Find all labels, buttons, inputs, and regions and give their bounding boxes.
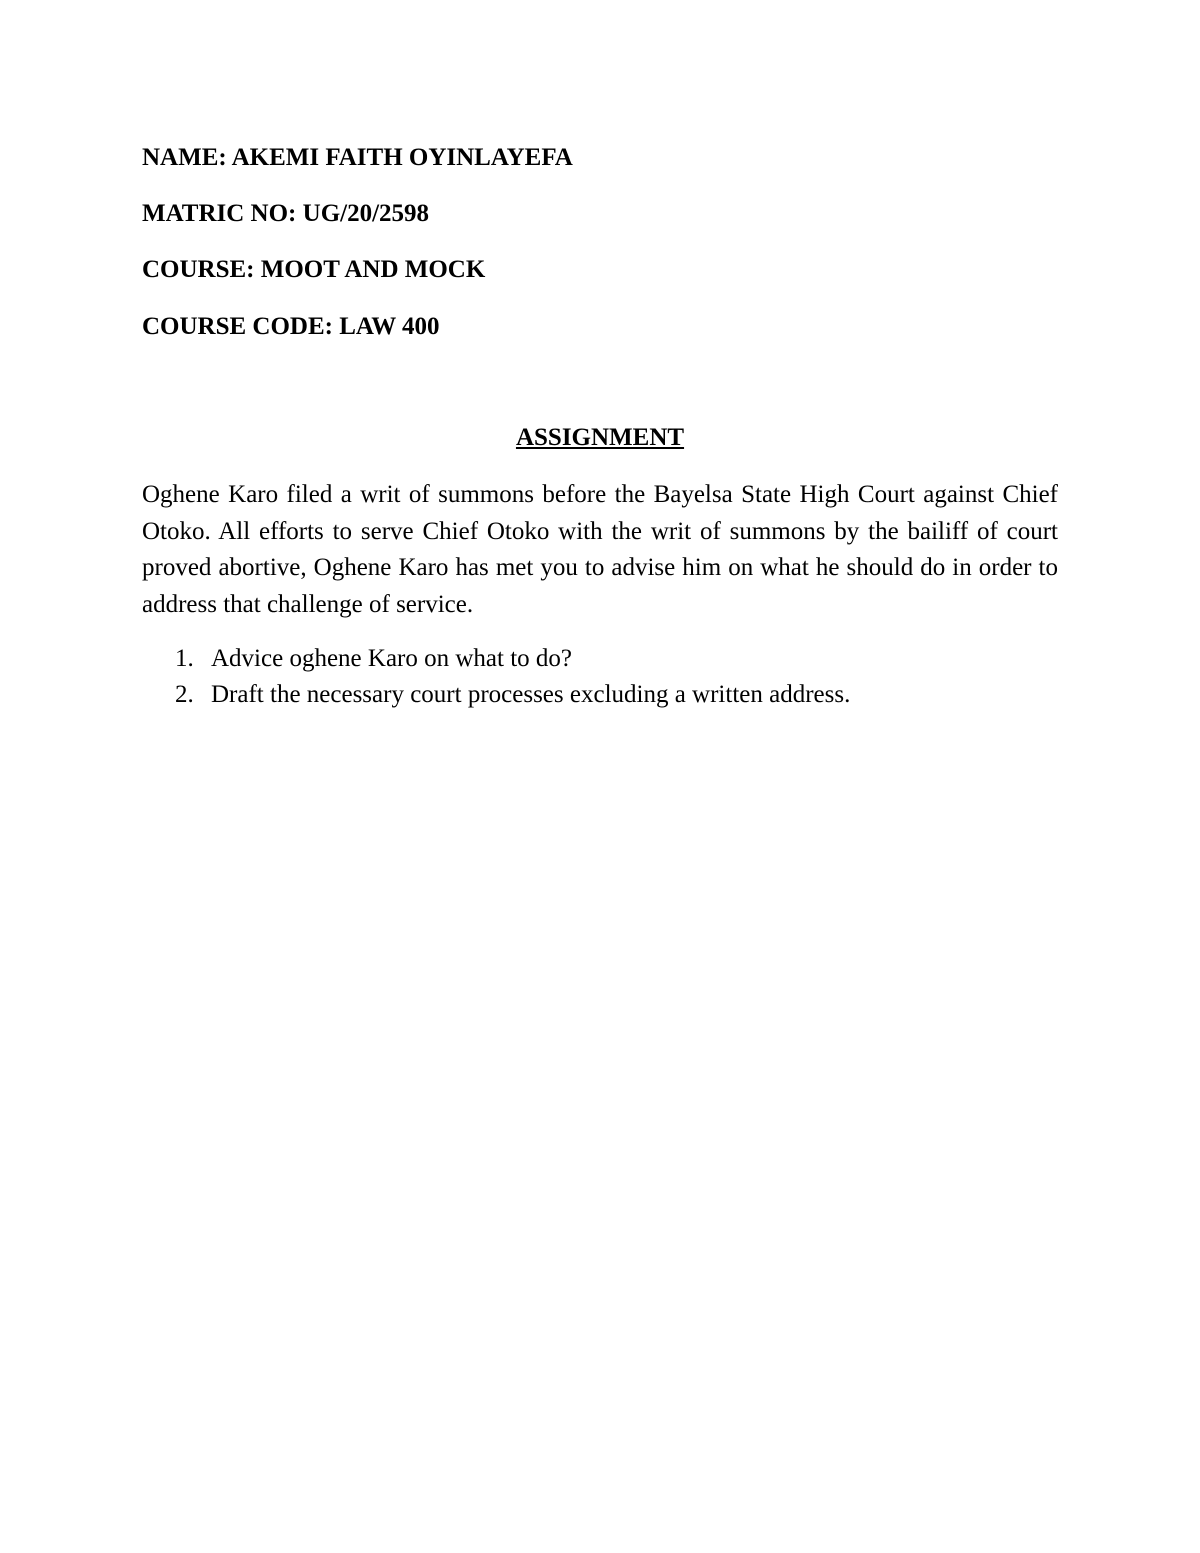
matric-label: MATRIC NO:	[142, 200, 303, 227]
name-line	[142, 143, 573, 173]
list-item-number: 2.	[175, 681, 194, 708]
course-line	[142, 255, 485, 285]
name-value: AKEMI FAITH OYINLAYEFA	[231, 144, 573, 171]
list-item-text: Draft the necessary court processes excluding a written address.	[211, 681, 851, 708]
matric-line	[142, 199, 429, 229]
question-list	[142, 641, 1058, 713]
name-label: NAME:	[142, 144, 232, 171]
course-code-label: COURSE CODE:	[142, 313, 340, 340]
course-value: MOOT AND MOCK	[260, 256, 486, 283]
list-item	[142, 677, 1058, 713]
assignment-body: Oghene Karo filed a writ of summons before the Bayelsa State High Court against Chief Otoko. All efforts to serve Chief Otoko with the writ of summons by the bailiff of court proved abortive, Oghene Karo has met you to advise him on what he should do in order to address that challenge of service.	[142, 481, 1058, 618]
course-code-line	[142, 312, 440, 342]
list-item-number: 1.	[175, 645, 194, 672]
course-label: COURSE:	[142, 256, 261, 283]
list-item	[142, 641, 1058, 677]
course-code-value: LAW 400	[339, 313, 440, 340]
matric-value: UG/20/2598	[302, 200, 430, 227]
assignment-heading: ASSIGNMENT	[515, 424, 685, 451]
list-item-text: Advice oghene Karo on what to do?	[211, 645, 572, 672]
